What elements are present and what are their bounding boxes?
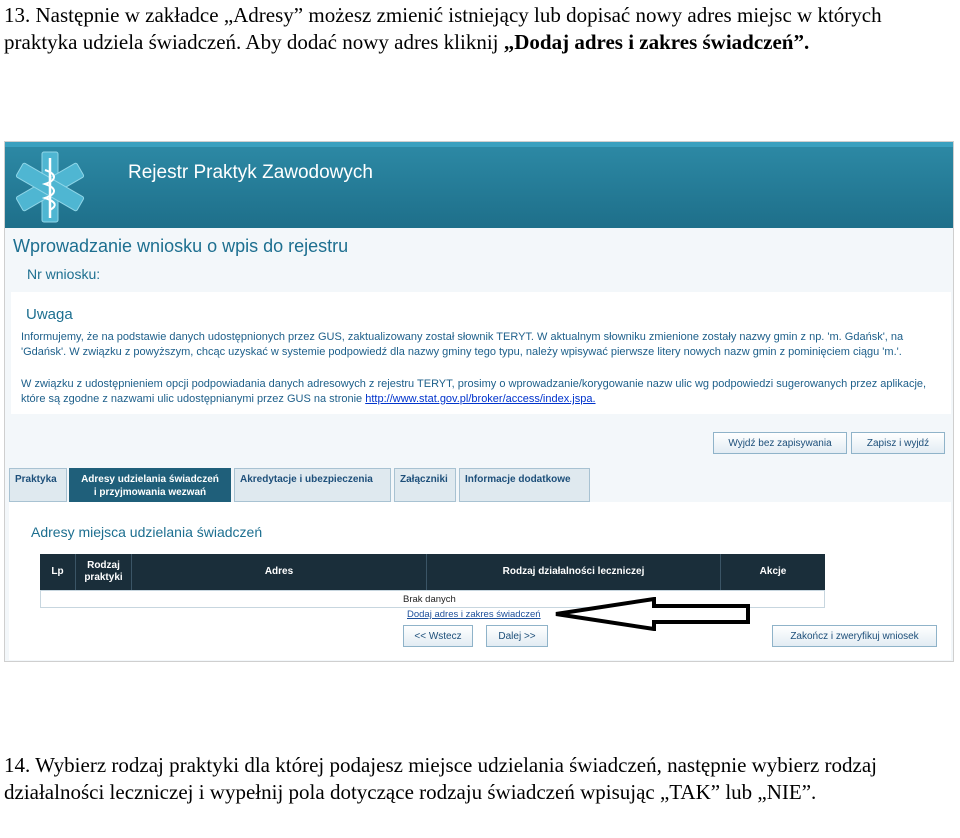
notice-paragraph-2-text: W związku z udostępnieniem opcji podpowiadania danych adresowych z rejestru TERYT, prosimy o wprowadzanie/korygowanie nazw ulic wg podpowiedzi sugerowanych przez aplikacje, które są zgodne z nazwami ulic udostępnianymi przez GUS na stronie bbox=[21, 378, 927, 405]
tab-adresy-line-2: i przyjmowania wezwań bbox=[93, 487, 207, 498]
para13-text: 13. Następnie w zakładce „Adresy” możesz zmienić istniejący lub dopisać nowy adres miejsc w których praktyka udziela świadczeń. Aby dodać nowy adres kliknij bbox=[4, 3, 882, 54]
tab-adresy[interactable] bbox=[69, 468, 231, 502]
column-rodzaj-line-2: praktyki bbox=[84, 572, 123, 583]
exit-without-saving-button[interactable]: Wyjdź bez zapisywania bbox=[713, 432, 847, 454]
application-number-label: Nr wniosku: bbox=[27, 266, 101, 282]
table-header bbox=[40, 554, 825, 590]
tab-adresy-line-1: Adresy udzielania świadczeń bbox=[81, 474, 219, 485]
instruction-paragraph-13 bbox=[4, 2, 952, 56]
column-rodzaj-praktyki bbox=[76, 554, 132, 590]
app-header bbox=[5, 142, 953, 228]
site-title: Rejestr Praktyk Zawodowych bbox=[128, 162, 373, 183]
back-button[interactable]: << Wstecz bbox=[403, 625, 473, 647]
app-screenshot bbox=[4, 141, 954, 662]
header-stripe bbox=[5, 142, 953, 147]
notice-title: Uwaga bbox=[26, 306, 73, 323]
add-address-link[interactable]: Dodaj adres i zakres świadczeń bbox=[407, 609, 541, 620]
next-button[interactable]: Dalej >> bbox=[486, 625, 548, 647]
column-rodzaj-dzialalnosci: Rodzaj działalności leczniczej bbox=[427, 554, 721, 590]
tab-praktyka[interactable]: Praktyka bbox=[9, 468, 67, 502]
column-lp: Lp bbox=[40, 554, 76, 590]
empty-table-message: Brak danych bbox=[403, 594, 456, 605]
finish-and-verify-button[interactable]: Zakończ i zweryfikuj wniosek bbox=[772, 625, 937, 647]
save-and-exit-button[interactable]: Zapisz i wyjdź bbox=[851, 432, 945, 454]
tab-zalaczniki[interactable]: Załączniki bbox=[394, 468, 456, 502]
para13-bold-text: „Dodaj adres i zakres świadczeń”. bbox=[503, 30, 810, 54]
stat-gov-link[interactable]: http://www.stat.gov.pl/broker/access/index.jspa. bbox=[365, 393, 596, 405]
panel-title: Adresy miejsca udzielania świadczeń bbox=[31, 524, 263, 540]
notice-box bbox=[11, 292, 951, 414]
instruction-paragraph-14: 14. Wybierz rodzaj praktyki dla której podajesz miejsce udzielania świadczeń, następnie wybierz rodzaj działalności leczniczej i wypełnij pola dotyczące rodzaju świadczeń wpisując „TAK” lub „NIE”. bbox=[4, 753, 877, 804]
notice-paragraph-1: Informujemy, że na podstawie danych udostępnionych przez GUS, zaktualizowany został słownik TERYT. W aktualnym słowniku zmienione zostały nazwy gmin z np. 'm. Gdańsk', na 'Gdańsk'. W związku z powyższym, chcąc uzyskać w systemie podpowiedź dla nazwy gminy tego typu, należy wpisywać pierwsze litery nowych nazw gmin z pominięciem ciągu 'm.'. bbox=[21, 331, 904, 358]
star-of-life-logo-icon bbox=[9, 150, 91, 224]
column-akcje: Akcje bbox=[759, 566, 787, 577]
page-title: Wprowadzanie wniosku o wpis do rejestru bbox=[13, 236, 349, 256]
pointer-arrow-icon bbox=[554, 597, 754, 631]
notice-paragraph-2 bbox=[21, 377, 939, 407]
column-rodzaj-line-1: Rodzaj bbox=[87, 560, 120, 571]
column-adres: Adres bbox=[132, 554, 427, 590]
tab-akredytacje[interactable]: Akredytacje i ubezpieczenia bbox=[234, 468, 391, 502]
tab-informacje-dodatkowe[interactable]: Informacje dodatkowe bbox=[459, 468, 590, 502]
